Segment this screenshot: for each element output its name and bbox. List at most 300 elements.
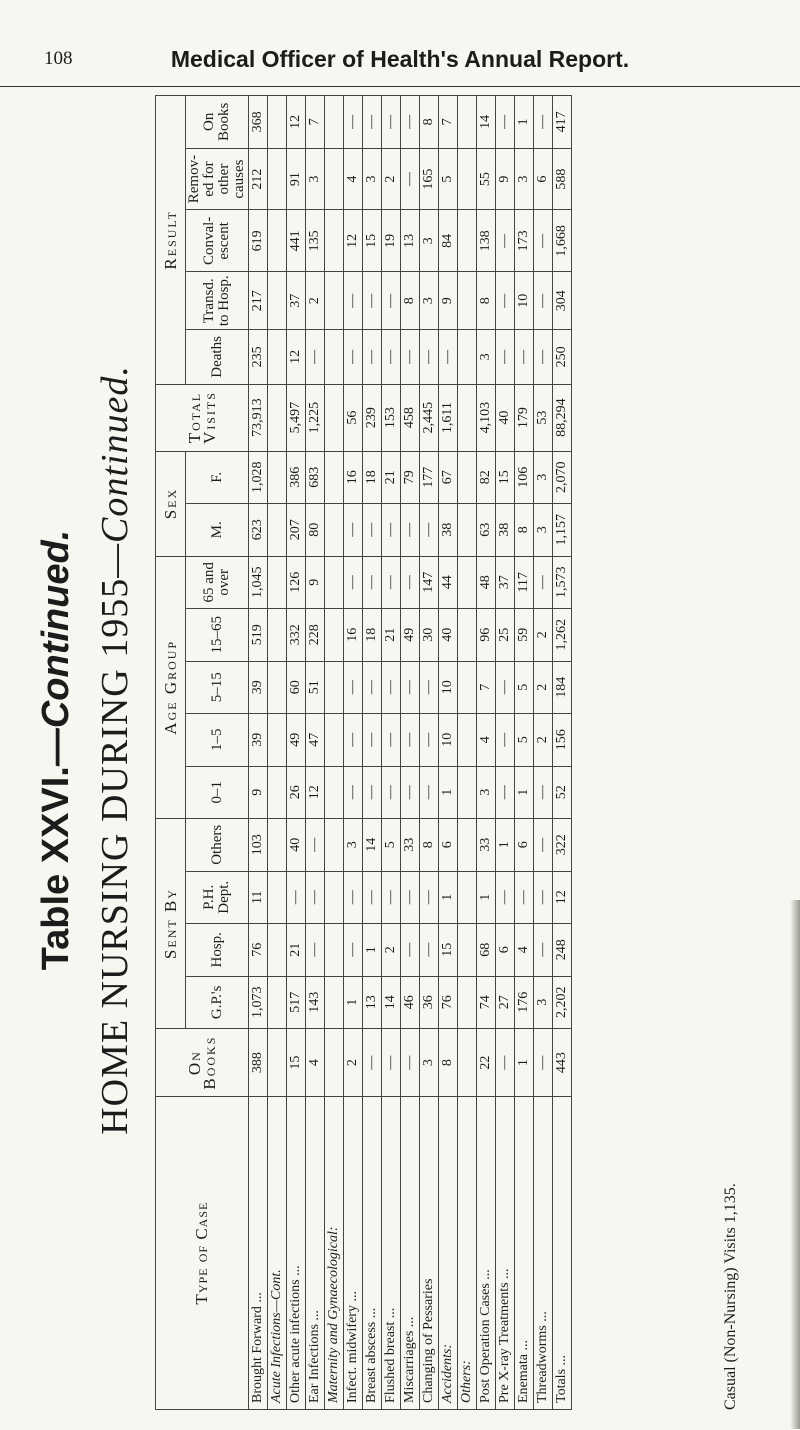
- table-row: [439, 96, 458, 1410]
- cell-male: 63: [477, 504, 496, 557]
- cell-total-visits: 239: [363, 384, 382, 451]
- cell-age-5-15: 184: [553, 661, 572, 714]
- row-label: Others:: [458, 1097, 477, 1410]
- cell-hosp: 76: [249, 924, 268, 977]
- cell-deaths: —: [306, 330, 325, 384]
- cell-male: 1,157: [553, 504, 572, 557]
- cell-male: —: [401, 504, 420, 557]
- cell-convalescent: 3: [420, 210, 439, 272]
- cell-on-books-end: —: [382, 96, 401, 149]
- cell-hosp: —: [401, 924, 420, 977]
- cell-ph-dept: 1: [477, 871, 496, 924]
- cell-removed: 3: [306, 148, 325, 210]
- cell-others: 14: [363, 819, 382, 872]
- cell-convalescent: —: [496, 210, 515, 272]
- cell-gps: [458, 976, 477, 1029]
- cell-on-books: 1: [515, 1029, 534, 1097]
- cell-age-0-1: 26: [287, 766, 306, 819]
- cell-female: 16: [344, 451, 363, 504]
- home-nursing-table: [155, 95, 572, 1410]
- header-age-5-15: 5–15: [186, 661, 249, 714]
- cell-transferred: —: [382, 272, 401, 330]
- cell-age-15-65: [268, 609, 287, 662]
- row-label: Totals ...: [553, 1097, 572, 1410]
- cell-total-visits: 179: [515, 384, 534, 451]
- cell-male: —: [382, 504, 401, 557]
- table-row: [458, 96, 477, 1410]
- cell-age-1-5: —: [344, 714, 363, 767]
- cell-on-books-end: 7: [439, 96, 458, 149]
- row-label: Threadworms ...: [534, 1097, 553, 1410]
- cell-convalescent: 1,668: [553, 210, 572, 272]
- cell-age-5-15: 5: [515, 661, 534, 714]
- cell-transferred: —: [534, 272, 553, 330]
- cell-on-books-end: 368: [249, 96, 268, 149]
- cell-convalescent: —: [534, 210, 553, 272]
- header-age-1-5: 1–5: [186, 714, 249, 767]
- cell-male: —: [344, 504, 363, 557]
- cell-total-visits: 73,913: [249, 384, 268, 451]
- cell-gps: 46: [401, 976, 420, 1029]
- cell-age-65-over: —: [363, 556, 382, 609]
- cell-on-books: 2: [344, 1029, 363, 1097]
- cell-female: 1,028: [249, 451, 268, 504]
- cell-ph-dept: —: [306, 871, 325, 924]
- cell-convalescent: 84: [439, 210, 458, 272]
- cell-gps: 517: [287, 976, 306, 1029]
- cell-gps: [325, 976, 344, 1029]
- cell-on-books-end: 7: [306, 96, 325, 149]
- cell-transferred: 3: [420, 272, 439, 330]
- cell-ph-dept: [325, 871, 344, 924]
- cell-total-visits: 53: [534, 384, 553, 451]
- cell-age-65-over: [325, 556, 344, 609]
- cell-removed: 91: [287, 148, 306, 210]
- cell-hosp: 21: [287, 924, 306, 977]
- table-row: [268, 96, 287, 1410]
- cell-deaths: —: [515, 330, 534, 384]
- cell-ph-dept: —: [420, 871, 439, 924]
- cell-total-visits: [458, 384, 477, 451]
- cell-age-15-65: 519: [249, 609, 268, 662]
- row-label: Changing of Pessaries: [420, 1097, 439, 1410]
- cell-total-visits: [268, 384, 287, 451]
- running-title: Medical Officer of Health's Annual Report.: [170, 46, 630, 72]
- cell-age-15-65: 30: [420, 609, 439, 662]
- cell-age-0-1: [458, 766, 477, 819]
- cell-gps: 14: [382, 976, 401, 1029]
- cell-removed: [458, 148, 477, 210]
- cell-gps: 143: [306, 976, 325, 1029]
- cell-on-books-end: 1: [515, 96, 534, 149]
- table-row: [420, 96, 439, 1410]
- cell-age-65-over: 37: [496, 556, 515, 609]
- cell-age-0-1: —: [363, 766, 382, 819]
- cell-ph-dept: 12: [553, 871, 572, 924]
- cell-female: 177: [420, 451, 439, 504]
- cell-total-visits: 1,611: [439, 384, 458, 451]
- cell-ph-dept: [458, 871, 477, 924]
- cell-others: 103: [249, 819, 268, 872]
- cell-age-5-15: 7: [477, 661, 496, 714]
- cell-removed: 55: [477, 148, 496, 210]
- cell-hosp: 15: [439, 924, 458, 977]
- cell-on-books-end: [458, 96, 477, 149]
- cell-ph-dept: —: [534, 871, 553, 924]
- row-label: Pre X-ray Treatments ...: [496, 1097, 515, 1410]
- cell-others: 40: [287, 819, 306, 872]
- cell-age-15-65: 21: [382, 609, 401, 662]
- cell-others: —: [534, 819, 553, 872]
- cell-hosp: 6: [496, 924, 515, 977]
- table-row: [477, 96, 496, 1410]
- cell-female: 82: [477, 451, 496, 504]
- cell-age-5-15: 10: [439, 661, 458, 714]
- cell-on-books: 15: [287, 1029, 306, 1097]
- cell-female: 18: [363, 451, 382, 504]
- cell-on-books: 4: [306, 1029, 325, 1097]
- cell-convalescent: [268, 210, 287, 272]
- cell-on-books-end: [268, 96, 287, 149]
- cell-others: 33: [477, 819, 496, 872]
- cell-others: [325, 819, 344, 872]
- cell-age-15-65: 1,262: [553, 609, 572, 662]
- cell-male: 3: [534, 504, 553, 557]
- cell-age-65-over: 1,573: [553, 556, 572, 609]
- cell-gps: 1,073: [249, 976, 268, 1029]
- cell-total-visits: [325, 384, 344, 451]
- row-label: Maternity and Gynaecological:: [325, 1097, 344, 1410]
- footnote: Casual (Non-Nursing) Visits 1,135.: [722, 1183, 739, 1410]
- cell-on-books: —: [363, 1029, 382, 1097]
- cell-age-65-over: 147: [420, 556, 439, 609]
- header-on-books: On Books: [156, 1029, 249, 1097]
- cell-others: 1: [496, 819, 515, 872]
- header-ph-dept: P.H. Dept.: [186, 871, 249, 924]
- cell-age-65-over: [268, 556, 287, 609]
- cell-removed: 212: [249, 148, 268, 210]
- cell-age-15-65: 25: [496, 609, 515, 662]
- cell-hosp: [268, 924, 287, 977]
- cell-convalescent: 135: [306, 210, 325, 272]
- header-others: Others: [186, 819, 249, 872]
- cell-age-1-5: 49: [287, 714, 306, 767]
- cell-hosp: [325, 924, 344, 977]
- cell-on-books-end: 14: [477, 96, 496, 149]
- row-label: Enemata ...: [515, 1097, 534, 1410]
- cell-age-1-5: —: [496, 714, 515, 767]
- cell-gps: 176: [515, 976, 534, 1029]
- cell-deaths: —: [344, 330, 363, 384]
- cell-gps: 3: [534, 976, 553, 1029]
- header-result: Result: [156, 96, 186, 385]
- cell-age-0-1: 3: [477, 766, 496, 819]
- header-transferred-to-hospital: Transd. to Hosp.: [186, 272, 249, 330]
- cell-ph-dept: [268, 871, 287, 924]
- cell-on-books-end: 417: [553, 96, 572, 149]
- cell-age-65-over: 44: [439, 556, 458, 609]
- cell-age-5-15: 51: [306, 661, 325, 714]
- row-label: Accidents:: [439, 1097, 458, 1410]
- cell-hosp: 2: [382, 924, 401, 977]
- cell-on-books: [325, 1029, 344, 1097]
- cell-removed: 165: [420, 148, 439, 210]
- cell-others: 8: [420, 819, 439, 872]
- cell-convalescent: 13: [401, 210, 420, 272]
- cell-ph-dept: —: [496, 871, 515, 924]
- cell-deaths: —: [534, 330, 553, 384]
- table-row: [401, 96, 420, 1410]
- cell-age-65-over: —: [534, 556, 553, 609]
- cell-convalescent: 19: [382, 210, 401, 272]
- cell-convalescent: 12: [344, 210, 363, 272]
- row-label: Breast abscess ...: [363, 1097, 382, 1410]
- cell-deaths: —: [439, 330, 458, 384]
- cell-age-1-5: —: [401, 714, 420, 767]
- cell-female: 67: [439, 451, 458, 504]
- cell-age-15-65: 332: [287, 609, 306, 662]
- cell-age-1-5: [458, 714, 477, 767]
- header-age-0-1: 0–1: [186, 766, 249, 819]
- cell-removed: 9: [496, 148, 515, 210]
- cell-age-15-65: 49: [401, 609, 420, 662]
- cell-on-books-end: —: [496, 96, 515, 149]
- cell-age-65-over: 126: [287, 556, 306, 609]
- cell-age-5-15: 39: [249, 661, 268, 714]
- cell-age-15-65: 59: [515, 609, 534, 662]
- page-number: 108: [44, 48, 73, 69]
- cell-age-15-65: 96: [477, 609, 496, 662]
- table-row: [325, 96, 344, 1410]
- cell-male: 207: [287, 504, 306, 557]
- cell-deaths: [458, 330, 477, 384]
- cell-age-5-15: —: [420, 661, 439, 714]
- cell-age-1-5: —: [382, 714, 401, 767]
- table-label-suffix: —Continued.: [35, 529, 77, 767]
- cell-age-0-1: —: [496, 766, 515, 819]
- cell-age-0-1: 12: [306, 766, 325, 819]
- cell-removed: 2: [382, 148, 401, 210]
- cell-age-65-over: 117: [515, 556, 534, 609]
- cell-male: —: [363, 504, 382, 557]
- table-row: [287, 96, 306, 1410]
- header-gps: G.P.'s: [186, 976, 249, 1029]
- cell-on-books-end: —: [344, 96, 363, 149]
- row-label: Flushed breast ...: [382, 1097, 401, 1410]
- table-row: [382, 96, 401, 1410]
- cell-convalescent: [325, 210, 344, 272]
- cell-female: 3: [534, 451, 553, 504]
- cell-removed: —: [401, 148, 420, 210]
- cell-age-5-15: [325, 661, 344, 714]
- cell-male: 8: [515, 504, 534, 557]
- cell-transferred: —: [344, 272, 363, 330]
- cell-age-65-over: —: [401, 556, 420, 609]
- cell-total-visits: 40: [496, 384, 515, 451]
- cell-age-15-65: 228: [306, 609, 325, 662]
- cell-hosp: —: [534, 924, 553, 977]
- cell-age-0-1: —: [534, 766, 553, 819]
- cell-age-0-1: [268, 766, 287, 819]
- cell-age-1-5: 5: [515, 714, 534, 767]
- cell-age-5-15: 60: [287, 661, 306, 714]
- cell-on-books: —: [401, 1029, 420, 1097]
- cell-age-65-over: —: [382, 556, 401, 609]
- cell-transferred: 10: [515, 272, 534, 330]
- cell-transferred: [268, 272, 287, 330]
- header-age-group: Age Group: [156, 556, 186, 819]
- cell-age-15-65: 16: [344, 609, 363, 662]
- cell-male: 80: [306, 504, 325, 557]
- cell-age-0-1: —: [420, 766, 439, 819]
- cell-age-0-1: —: [401, 766, 420, 819]
- cell-convalescent: 173: [515, 210, 534, 272]
- cell-convalescent: 138: [477, 210, 496, 272]
- cell-ph-dept: —: [515, 871, 534, 924]
- cell-on-books: —: [382, 1029, 401, 1097]
- cell-age-65-over: 1,045: [249, 556, 268, 609]
- cell-age-1-5: —: [363, 714, 382, 767]
- cell-age-15-65: 2: [534, 609, 553, 662]
- cell-gps: 13: [363, 976, 382, 1029]
- row-label: Infect. midwifery ...: [344, 1097, 363, 1410]
- cell-gps: 27: [496, 976, 515, 1029]
- cell-deaths: —: [382, 330, 401, 384]
- table-row: [515, 96, 534, 1410]
- cell-female: 21: [382, 451, 401, 504]
- table-row: [496, 96, 515, 1410]
- cell-age-5-15: [458, 661, 477, 714]
- cell-others: 6: [515, 819, 534, 872]
- cell-age-5-15: —: [382, 661, 401, 714]
- cell-hosp: 68: [477, 924, 496, 977]
- table-row: [534, 96, 553, 1410]
- cell-male: 38: [496, 504, 515, 557]
- cell-others: 5: [382, 819, 401, 872]
- table-row: [553, 96, 572, 1410]
- cell-convalescent: 619: [249, 210, 268, 272]
- cell-age-1-5: 10: [439, 714, 458, 767]
- cell-transferred: 37: [287, 272, 306, 330]
- header-age-15-65: 15–65: [186, 609, 249, 662]
- header-deaths: Deaths: [186, 330, 249, 384]
- cell-convalescent: [458, 210, 477, 272]
- table-row: [344, 96, 363, 1410]
- cell-age-1-5: [325, 714, 344, 767]
- header-sex: Sex: [156, 451, 186, 556]
- subtitle-text: HOME NURSING DURING 1955: [94, 577, 136, 1135]
- cell-hosp: [458, 924, 477, 977]
- cell-gps: 74: [477, 976, 496, 1029]
- cell-age-65-over: 9: [306, 556, 325, 609]
- row-label: Other acute infections ...: [287, 1097, 306, 1410]
- cell-transferred: 8: [401, 272, 420, 330]
- table-title: [30, 70, 82, 1430]
- cell-total-visits: 2,445: [420, 384, 439, 451]
- cell-deaths: 3: [477, 330, 496, 384]
- cell-male: 38: [439, 504, 458, 557]
- cell-on-books: [458, 1029, 477, 1097]
- cell-others: —: [306, 819, 325, 872]
- cell-age-1-5: 39: [249, 714, 268, 767]
- cell-others: 33: [401, 819, 420, 872]
- cell-on-books-end: —: [363, 96, 382, 149]
- cell-age-1-5: [268, 714, 287, 767]
- cell-male: [458, 504, 477, 557]
- cell-age-65-over: [458, 556, 477, 609]
- cell-male: [325, 504, 344, 557]
- cell-on-books-end: —: [534, 96, 553, 149]
- cell-deaths: [325, 330, 344, 384]
- cell-gps: 36: [420, 976, 439, 1029]
- cell-ph-dept: —: [363, 871, 382, 924]
- cell-gps: 76: [439, 976, 458, 1029]
- cell-others: 322: [553, 819, 572, 872]
- cell-convalescent: 441: [287, 210, 306, 272]
- header-male: M.: [186, 504, 249, 557]
- table-row: [306, 96, 325, 1410]
- cell-transferred: [325, 272, 344, 330]
- cell-female: [268, 451, 287, 504]
- header-total-visits: Total Visits: [156, 384, 249, 451]
- cell-ph-dept: —: [382, 871, 401, 924]
- cell-on-books: 22: [477, 1029, 496, 1097]
- cell-on-books-end: [325, 96, 344, 149]
- cell-male: [268, 504, 287, 557]
- cell-total-visits: 4,103: [477, 384, 496, 451]
- header-sent-by: Sent By: [156, 819, 186, 1029]
- rotated-table-page: [30, 70, 750, 1430]
- cell-age-5-15: —: [401, 661, 420, 714]
- cell-on-books-end: 8: [420, 96, 439, 149]
- cell-on-books: 443: [553, 1029, 572, 1097]
- cell-age-15-65: [325, 609, 344, 662]
- cell-hosp: 1: [363, 924, 382, 977]
- cell-total-visits: 5,497: [287, 384, 306, 451]
- cell-deaths: —: [401, 330, 420, 384]
- cell-age-5-15: —: [496, 661, 515, 714]
- cell-age-0-1: —: [382, 766, 401, 819]
- cell-on-books-end: 12: [287, 96, 306, 149]
- cell-deaths: 250: [553, 330, 572, 384]
- cell-female: 79: [401, 451, 420, 504]
- row-label: Acute Infections—Cont.: [268, 1097, 287, 1410]
- cell-deaths: —: [363, 330, 382, 384]
- cell-male: —: [420, 504, 439, 557]
- cell-ph-dept: —: [344, 871, 363, 924]
- cell-age-1-5: 156: [553, 714, 572, 767]
- cell-removed: [268, 148, 287, 210]
- cell-others: [268, 819, 287, 872]
- cell-age-0-1: 1: [439, 766, 458, 819]
- row-label: Post Operation Cases ...: [477, 1097, 496, 1410]
- header-convalescent: Conval-escent: [186, 210, 249, 272]
- page-edge-shadow: [790, 900, 800, 1429]
- row-label: Brought Forward ...: [249, 1097, 268, 1410]
- row-label: Miscarriages ...: [401, 1097, 420, 1410]
- cell-on-books: [268, 1029, 287, 1097]
- cell-age-1-5: 47: [306, 714, 325, 767]
- cell-age-0-1: 52: [553, 766, 572, 819]
- cell-total-visits: 88,294: [553, 384, 572, 451]
- cell-removed: 4: [344, 148, 363, 210]
- cell-hosp: —: [420, 924, 439, 977]
- cell-removed: 3: [363, 148, 382, 210]
- header-on-books-end: On Books: [186, 96, 249, 149]
- cell-transferred: [458, 272, 477, 330]
- cell-female: 15: [496, 451, 515, 504]
- cell-deaths: 12: [287, 330, 306, 384]
